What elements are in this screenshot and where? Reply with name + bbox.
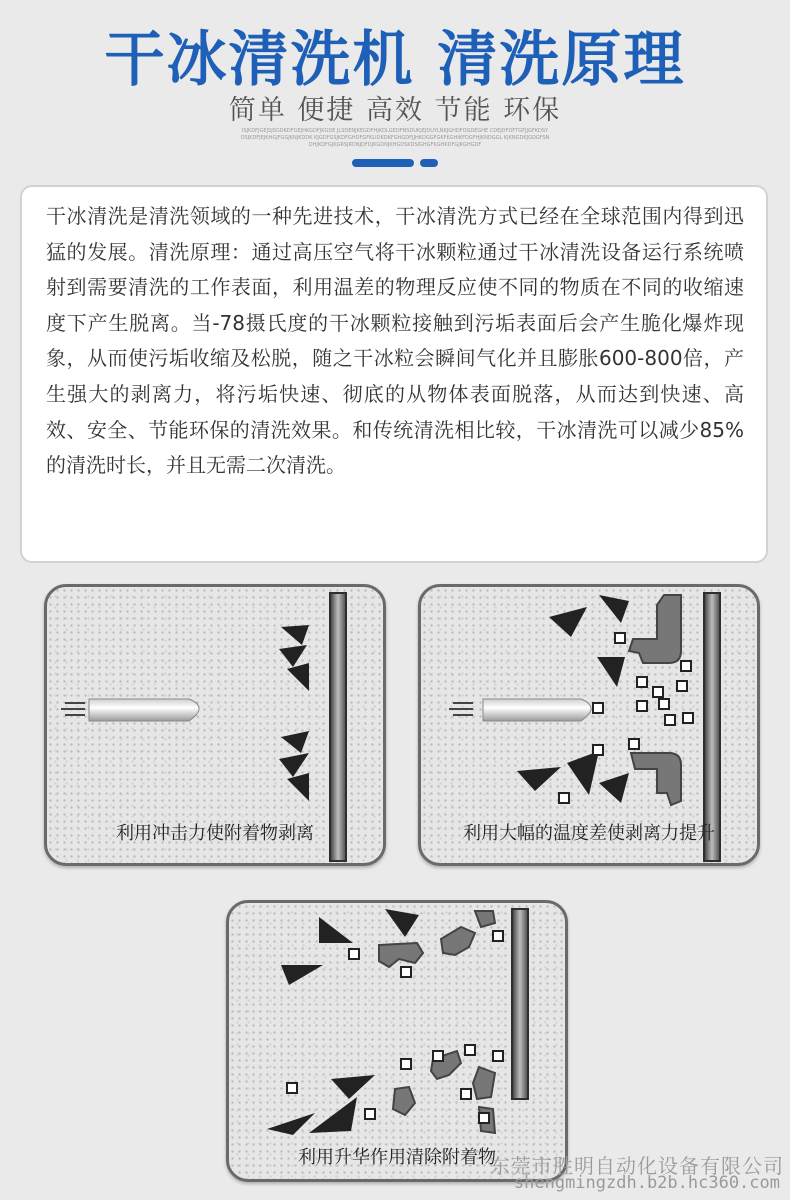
sublimation-caption: 利用升华作用清除附着物 <box>298 1147 496 1168</box>
sublimation-diagram-icon <box>229 903 565 1179</box>
divider-bar-long <box>352 159 414 167</box>
page-title: 干冰清洗机 清洗原理 <box>104 25 686 95</box>
fine-print: ISJKDFJGEJSJSGDKDFGEJHKGDFJKGDE JLSDENJKEGDFHJKDLGEDFNSDUKJEJDUYLNKJGHDFOGDEGHE CDEJDFOFTGFJJGFKDSY OSJKDFJEJKHGJFGGJKNJKDDK KJGDFGSJKDFGHDFGFKLIDKDKFGHGDFJJHKDGGFGKFKGHIKFDGFHJKNDGGL KJKNGDKJGDGFSNDHJKDFGJKGRSJRDNJDFDJKGDNJKHGDSKDSIGHGFKGHKDFGJKGHGDF <box>240 128 550 148</box>
nozzle <box>89 699 199 721</box>
detached-dirt-fragments <box>379 911 495 1133</box>
impact-caption: 利用冲击力使附着物剥离 <box>116 823 314 844</box>
dry-ice-particles <box>279 625 309 801</box>
divider-bar-short <box>420 159 438 167</box>
decorative-divider <box>352 159 438 167</box>
intro-text-box <box>20 185 768 563</box>
temperature-diagram-panel <box>418 584 760 866</box>
air-flow-lines <box>449 703 473 715</box>
page-subtitle: 简单 便捷 高效 节能 环保 <box>228 95 562 126</box>
company-watermark: 东莞市胜明自动化设备有限公司 <box>490 1154 784 1178</box>
site-watermark: shengmingzdh.b2b.hc360.com <box>513 1173 780 1193</box>
air-flow-lines <box>61 703 85 715</box>
temperature-caption: 利用大幅的温度差使剥离力提升 <box>463 823 715 844</box>
impact-diagram-panel <box>44 584 386 866</box>
intro-paragraph: 干冰清洗是清洗领域的一种先进技术，干冰清洗方式已经在全球范围内得到迅猛的发展。清洗原理：通过高压空气将干冰颗粒通过干冰清洗设备运行系统喷射到需要清洗的工作表面，利用温差的物理反应使不同的物质在不同的收缩速度下产生脱离。当-78摄氏度的干冰颗粒接触到污垢表面后会产生脆化爆炸现象，从而使污垢收缩及松脱，随之干冰粒会瞬间气化并且膨胀600-800倍，产生强大的剥离力，将污垢快速、彻底的从物体表面脱落，从而达到快速、高效、安全、节能环保的清洗效果。和传统清洗相比较，干冰清洗可以减少85%的清洗时长，并且无需二次清洗。 <box>46 204 744 478</box>
wall <box>512 909 528 1099</box>
nozzle <box>483 699 591 721</box>
sublimation-diagram-panel <box>226 900 568 1182</box>
